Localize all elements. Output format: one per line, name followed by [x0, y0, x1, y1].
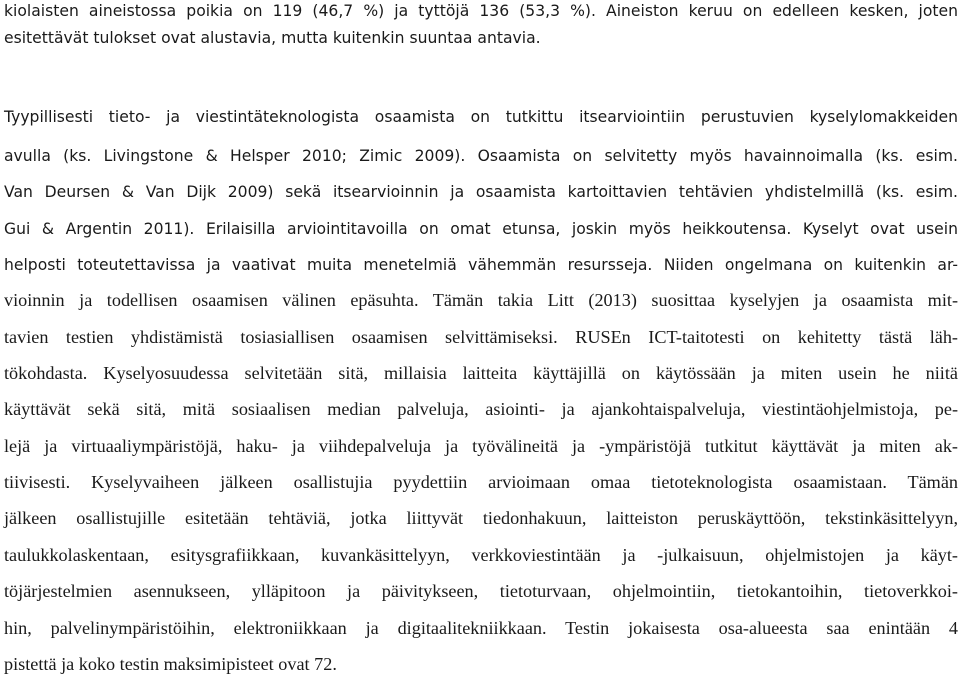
paragraph-line: kiolaisten aineistossa poikia on 119 (46,7 %) ja tyttöjä 136 (53,3 %). Aineiston keruu on edelleen kesken, joten: [4, 2, 958, 20]
paragraph-line: lejä ja virtuaaliympäristöjä, haku- ja viihdepalveluja ja työvälineitä ja -ympäristöjä tutkitut käyttävät ja miten ak-: [4, 436, 958, 456]
paragraph-line: töjärjestelmien asennukseen, ylläpitoon ja päivitykseen, tietoturvaan, ohjelmointiin, tietokantoihin, tietoverkkoi-: [4, 581, 958, 601]
paragraph-line: tavien testien yhdistämistä tosiasiallisen osaamisen selvittämiseksi. RUSEn ICT-taitotesti on kehitetty tästä läh-: [4, 327, 958, 347]
paragraph-line: vioinnin ja todellisen osaamisen välinen epäsuhta. Tämän takia Litt (2013) suosittaa kyselyjen ja osaamista mit-: [4, 290, 958, 310]
paragraph-line: Van Deursen & Van Dijk 2009) sekä itsearvioinnin ja osaamista kartoittavien tehtävien yhdistelmillä (ks. esim.: [4, 183, 958, 201]
paragraph-line: Tyypillisesti tieto- ja viestintäteknologista osaamista on tutkittu itsearviointiin perustuvien kyselylomakkeiden: [4, 108, 958, 126]
paragraph-line: jälkeen osallistujille esitetään tehtäviä, jotka liittyvät tiedonhakuun, laitteiston peruskäyttöön, tekstinkäsittelyyn,: [4, 508, 958, 528]
paragraph-line: hin, palvelinympäristöihin, elektroniikkaan ja digitaalitekniikkaan. Testin jokaisesta osa-alueesta saa enintään 4: [4, 618, 958, 638]
paragraph-line: avulla (ks. Livingstone & Helsper 2010; Zimic 2009). Osaamista on selvitetty myös havainnoimalla (ks. esim.: [4, 147, 958, 165]
paragraph-line: Gui & Argentin 2011). Erilaisilla arviointitavoilla on omat etunsa, joskin myös heikkoutensa. Kyselyt ovat usein: [4, 220, 958, 238]
paragraph-line: tökohdasta. Kyselyosuudessa selvitetään sitä, millaisia laitteita käyttäjillä on käytössään ja miten usein he niitä: [4, 363, 958, 383]
paragraph-line: taulukkolaskentaan, esitysgrafiikkaan, kuvankäsittelyyn, verkkoviestintään ja -julkaisuun, ohjelmistojen ja käyt-: [4, 545, 958, 565]
paragraph-line: esitettävät tulokset ovat alustavia, mutta kuitenkin suuntaa antavia.: [4, 29, 541, 47]
paragraph-line: helposti toteutettavissa ja vaativat muita menetelmiä vähemmän resursseja. Niiden ongelmana on kuitenkin ar-: [4, 256, 958, 274]
paragraph-line: tiivisesti. Kyselyvaiheen jälkeen osallistujia pyydettiin arvioimaan omaa tietoteknologista osaamistaan. Tämän: [4, 472, 958, 492]
paragraph-line: pistettä ja koko testin maksimipisteet ovat 72.: [4, 654, 337, 674]
paragraph-line: käyttävät sekä sitä, mitä sosiaalisen median palveluja, asiointi- ja ajankohtaispalveluja, viestintäohjelmistoja, pe-: [4, 399, 958, 419]
